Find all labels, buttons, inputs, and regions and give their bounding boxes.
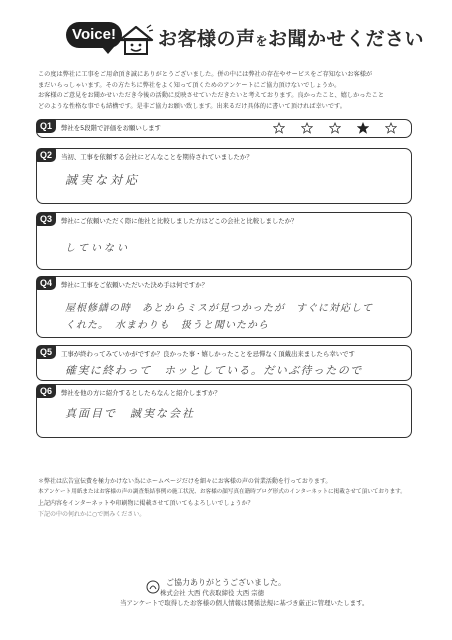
question-3 bbox=[36, 212, 412, 270]
footnote bbox=[38, 476, 418, 520]
star-filled-icon[interactable] bbox=[357, 122, 369, 134]
question-badge: Q4 bbox=[36, 276, 56, 290]
closing-company: 株式会社 大西 代表取締役 大西 宗徳 bbox=[160, 589, 264, 597]
question-5 bbox=[36, 345, 412, 381]
question-text: 弊社を他の方に紹介するとしたらなんと紹介しますか？ bbox=[61, 389, 221, 397]
question-badge: Q1 bbox=[36, 119, 56, 133]
voice-bubble: Voice! bbox=[66, 22, 122, 48]
question-text: 弊社を5段階で評価をお願いします bbox=[61, 124, 161, 132]
intro-line: まだいらっしゃいます。その方たちに弊社をよく知って頂くためのアンケートにご協力頂けないでしょうか。 bbox=[38, 81, 341, 89]
footnote-line: ＊弊社は広告宣伝費を極力かけない為にホームページだけを細々にお客様の声の営業活動を行っております。 bbox=[38, 478, 332, 485]
footnote-line: 本アンケート用紙またはお客様の声の調査集結事例の施工状況、お客様の顔写真在籍時ブログ形式のインターネットに掲載させて頂いております。 bbox=[38, 489, 406, 495]
house-icon bbox=[118, 24, 154, 56]
answer-text: 屋根修繕の時 あとからミスが見つかったが すぐに対応して bbox=[65, 303, 373, 314]
header bbox=[66, 18, 425, 66]
question-2 bbox=[36, 148, 412, 204]
star-icon[interactable] bbox=[301, 122, 313, 134]
answer-text: 確実に終わって ホッとしている。だいぶ待ったので bbox=[65, 364, 363, 377]
closing-note: 当アンケートで取得したお客様の個人情報は関係法規に基づき厳正に管理いたします。 bbox=[120, 599, 369, 607]
footnote-line: 下記の中の何れかに○で囲みください。 bbox=[38, 511, 146, 518]
answer-text: していない bbox=[65, 243, 130, 254]
intro-line: どのような性格な事でも結構です。是非ご協力お願い致します。出来るだけ具体的に書いて頂ければ幸いです。 bbox=[38, 102, 346, 110]
star-icon[interactable] bbox=[273, 122, 285, 134]
question-4 bbox=[36, 276, 412, 338]
answer-text: くれた。 水まわりも 扱うと聞いたから bbox=[65, 320, 269, 331]
star-icon[interactable] bbox=[329, 122, 341, 134]
intro-line: お客様のご意見をお聞かせいただき今後の活動に反映させていただきたいと考えております。良かったこと、嬉しかったこと bbox=[38, 92, 385, 99]
answer-text: 真面目で 誠実な会社 bbox=[65, 407, 195, 420]
page-title: お客様の声をお聞かせください bbox=[158, 28, 425, 50]
question-text: 弊社にご依頼いただく際に他社と比較しました方はどこの会社と比較しましたか？ bbox=[61, 217, 298, 225]
question-badge: Q5 bbox=[36, 345, 56, 359]
footnote-line: 上記内容をインターネットや印刷物に掲載させて頂いてもよろしいでしょうか？ bbox=[38, 500, 254, 507]
question-6 bbox=[36, 384, 412, 438]
rating-stars[interactable] bbox=[273, 122, 397, 134]
intro-line: この度は弊社に工事をご用命頂き誠にありがとうございました。併の中には弊社の存在やサービスをご存知ないお客様が bbox=[38, 71, 373, 78]
answer-text: 誠実な対応 bbox=[65, 173, 141, 187]
star-icon[interactable] bbox=[385, 122, 397, 134]
question-text: 工事が終わってみていかがですか？良かった事・嬉しかったことを忌憚なく頂戴出来ましたら幸いです bbox=[61, 350, 355, 358]
question-text: 当初、工事を依頼する会社にどんなことを期待されていましたか？ bbox=[61, 153, 253, 161]
question-badge: Q3 bbox=[36, 212, 56, 226]
question-text: 弊社に工事をご依頼いただいた決め手は何ですか？ bbox=[61, 281, 208, 289]
intro-text bbox=[38, 70, 418, 112]
question-badge: Q6 bbox=[36, 384, 56, 398]
question-badge: Q2 bbox=[36, 148, 56, 162]
question-1 bbox=[36, 119, 412, 138]
closing bbox=[120, 578, 420, 608]
closing-thanks: ご協力ありがとうございました。 bbox=[166, 578, 286, 587]
